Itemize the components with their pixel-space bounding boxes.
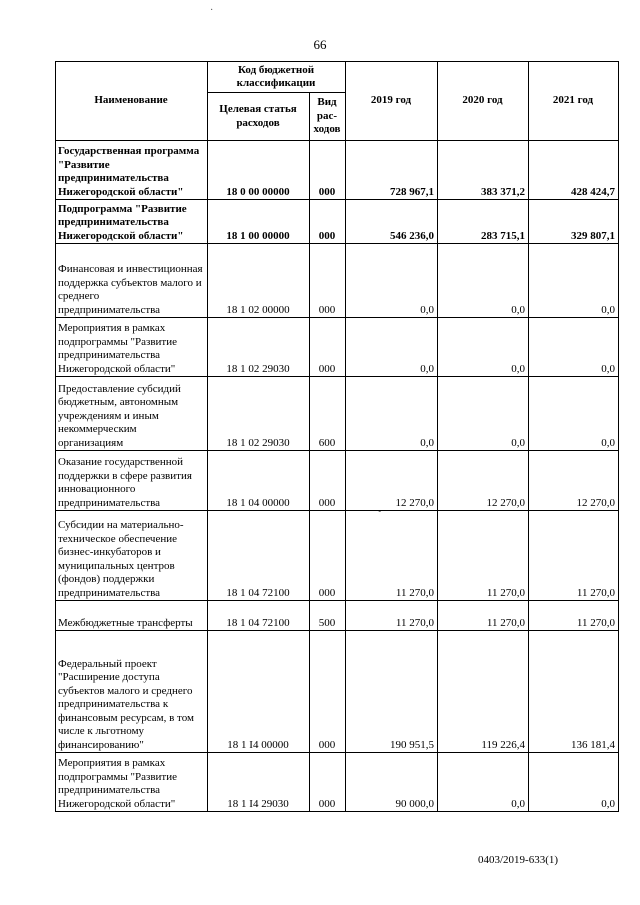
row-value-2020: 0,0 [438, 753, 529, 812]
row-expense-type: 000 [310, 200, 346, 244]
table-row [56, 141, 619, 200]
header-expense-type: Вид рас-ходов [310, 93, 346, 141]
header-budget-code: Код бюджетной классификации [208, 62, 346, 93]
header-target-article: Целевая статья расходов [208, 93, 310, 141]
row-expense-type: 000 [310, 244, 346, 318]
row-expense-type: 000 [310, 753, 346, 812]
row-target-article: 18 1 04 72100 [208, 511, 310, 601]
row-value-2021: 329 807,1 [529, 200, 619, 244]
row-expense-type: 000 [310, 631, 346, 753]
row-name: Оказание государственной поддержки в сфере развития инновационного предпринимательства [56, 451, 208, 511]
row-expense-type: 000 [310, 451, 346, 511]
row-value-2019: 728 967,1 [346, 141, 438, 200]
row-value-2020: 119 226,4 [438, 631, 529, 753]
row-value-2019: 11 270,0 [346, 601, 438, 631]
table-row [56, 511, 619, 601]
row-value-2020: 0,0 [438, 244, 529, 318]
table-row [56, 753, 619, 812]
header-name: Наименование [56, 62, 208, 141]
row-value-2021: 0,0 [529, 377, 619, 451]
row-name: Мероприятия в рамках подпрограммы "Развитие предпринимательства Нижегородской области" [56, 318, 208, 377]
row-value-2019: 190 951,5 [346, 631, 438, 753]
scan-speck: · [210, 5, 214, 16]
row-value-2021: 11 270,0 [529, 601, 619, 631]
row-value-2020: 11 270,0 [438, 601, 529, 631]
row-value-2020: 0,0 [438, 377, 529, 451]
row-name: Предоставление субсидий бюджетным, автономным учреждениям и иным некоммерческим организациям [56, 377, 208, 451]
row-value-2019: 0,0 [346, 377, 438, 451]
row-target-article: 18 1 I4 00000 [208, 631, 310, 753]
row-value-2019: 0,0 [346, 244, 438, 318]
row-value-2020: 383 371,2 [438, 141, 529, 200]
row-name: Субсидии на материально-техническое обеспечение бизнес-инкубаторов и муниципальных центров (фондов) поддержки предпринимательства [56, 511, 208, 601]
row-value-2021: 428 424,7 [529, 141, 619, 200]
table-row [56, 377, 619, 451]
budget-table [55, 61, 619, 812]
header-2019: 2019 год [346, 62, 438, 141]
row-expense-type: 000 [310, 318, 346, 377]
row-name: Подпрограмма "Развитие предпринимательства Нижегородской области" [56, 200, 208, 244]
row-value-2019: 12 270,0 [346, 451, 438, 511]
row-name: Федеральный проект "Расширение доступа субъектов малого и среднего предпринимательства к финансовым ресурсам, в том числе к льготному финансированию" [56, 631, 208, 753]
row-expense-type: 000 [310, 511, 346, 601]
row-value-2021: 136 181,4 [529, 631, 619, 753]
row-value-2019: 546 236,0 [346, 200, 438, 244]
table-row [56, 244, 619, 318]
table-row [56, 601, 619, 631]
row-name: Государственная программа "Развитие предпринимательства Нижегородской области" [56, 141, 208, 200]
row-expense-type: 600 [310, 377, 346, 451]
row-target-article: 18 1 00 00000 [208, 200, 310, 244]
row-target-article: 18 1 02 00000 [208, 244, 310, 318]
header-2020: 2020 год [438, 62, 529, 141]
row-target-article: 18 1 04 00000 [208, 451, 310, 511]
page-number: 66 [313, 37, 327, 52]
row-value-2021: 0,0 [529, 318, 619, 377]
row-name: Мероприятия в рамках подпрограммы "Развитие предпринимательства Нижегородской области" [56, 753, 208, 812]
row-target-article: 18 1 02 29030 [208, 377, 310, 451]
table-row [56, 318, 619, 377]
row-expense-type: 500 [310, 601, 346, 631]
table-row [56, 200, 619, 244]
row-expense-type: 000 [310, 141, 346, 200]
document-code: 0403/2019-633(1) [478, 854, 559, 866]
header-2021: 2021 год [529, 62, 619, 141]
row-value-2020: 12 270,0 [438, 451, 529, 511]
row-value-2021: 12 270,0 [529, 451, 619, 511]
row-value-2021: 0,0 [529, 753, 619, 812]
scan-speck: ˇ [378, 510, 382, 521]
row-value-2020: 283 715,1 [438, 200, 529, 244]
table-row [56, 631, 619, 753]
row-name: Межбюджетные трансферты [56, 601, 208, 631]
row-target-article: 18 1 I4 29030 [208, 753, 310, 812]
row-name: Финансовая и инвестиционная поддержка субъектов малого и среднего предпринимательства [56, 244, 208, 318]
row-value-2019: 11 270,0 [346, 511, 438, 601]
row-value-2021: 11 270,0 [529, 511, 619, 601]
row-value-2019: 0,0 [346, 318, 438, 377]
row-target-article: 18 1 04 72100 [208, 601, 310, 631]
row-value-2020: 0,0 [438, 318, 529, 377]
table-row [56, 451, 619, 511]
row-value-2021: 0,0 [529, 244, 619, 318]
row-target-article: 18 0 00 00000 [208, 141, 310, 200]
row-value-2020: 11 270,0 [438, 511, 529, 601]
row-value-2019: 90 000,0 [346, 753, 438, 812]
row-target-article: 18 1 02 29030 [208, 318, 310, 377]
